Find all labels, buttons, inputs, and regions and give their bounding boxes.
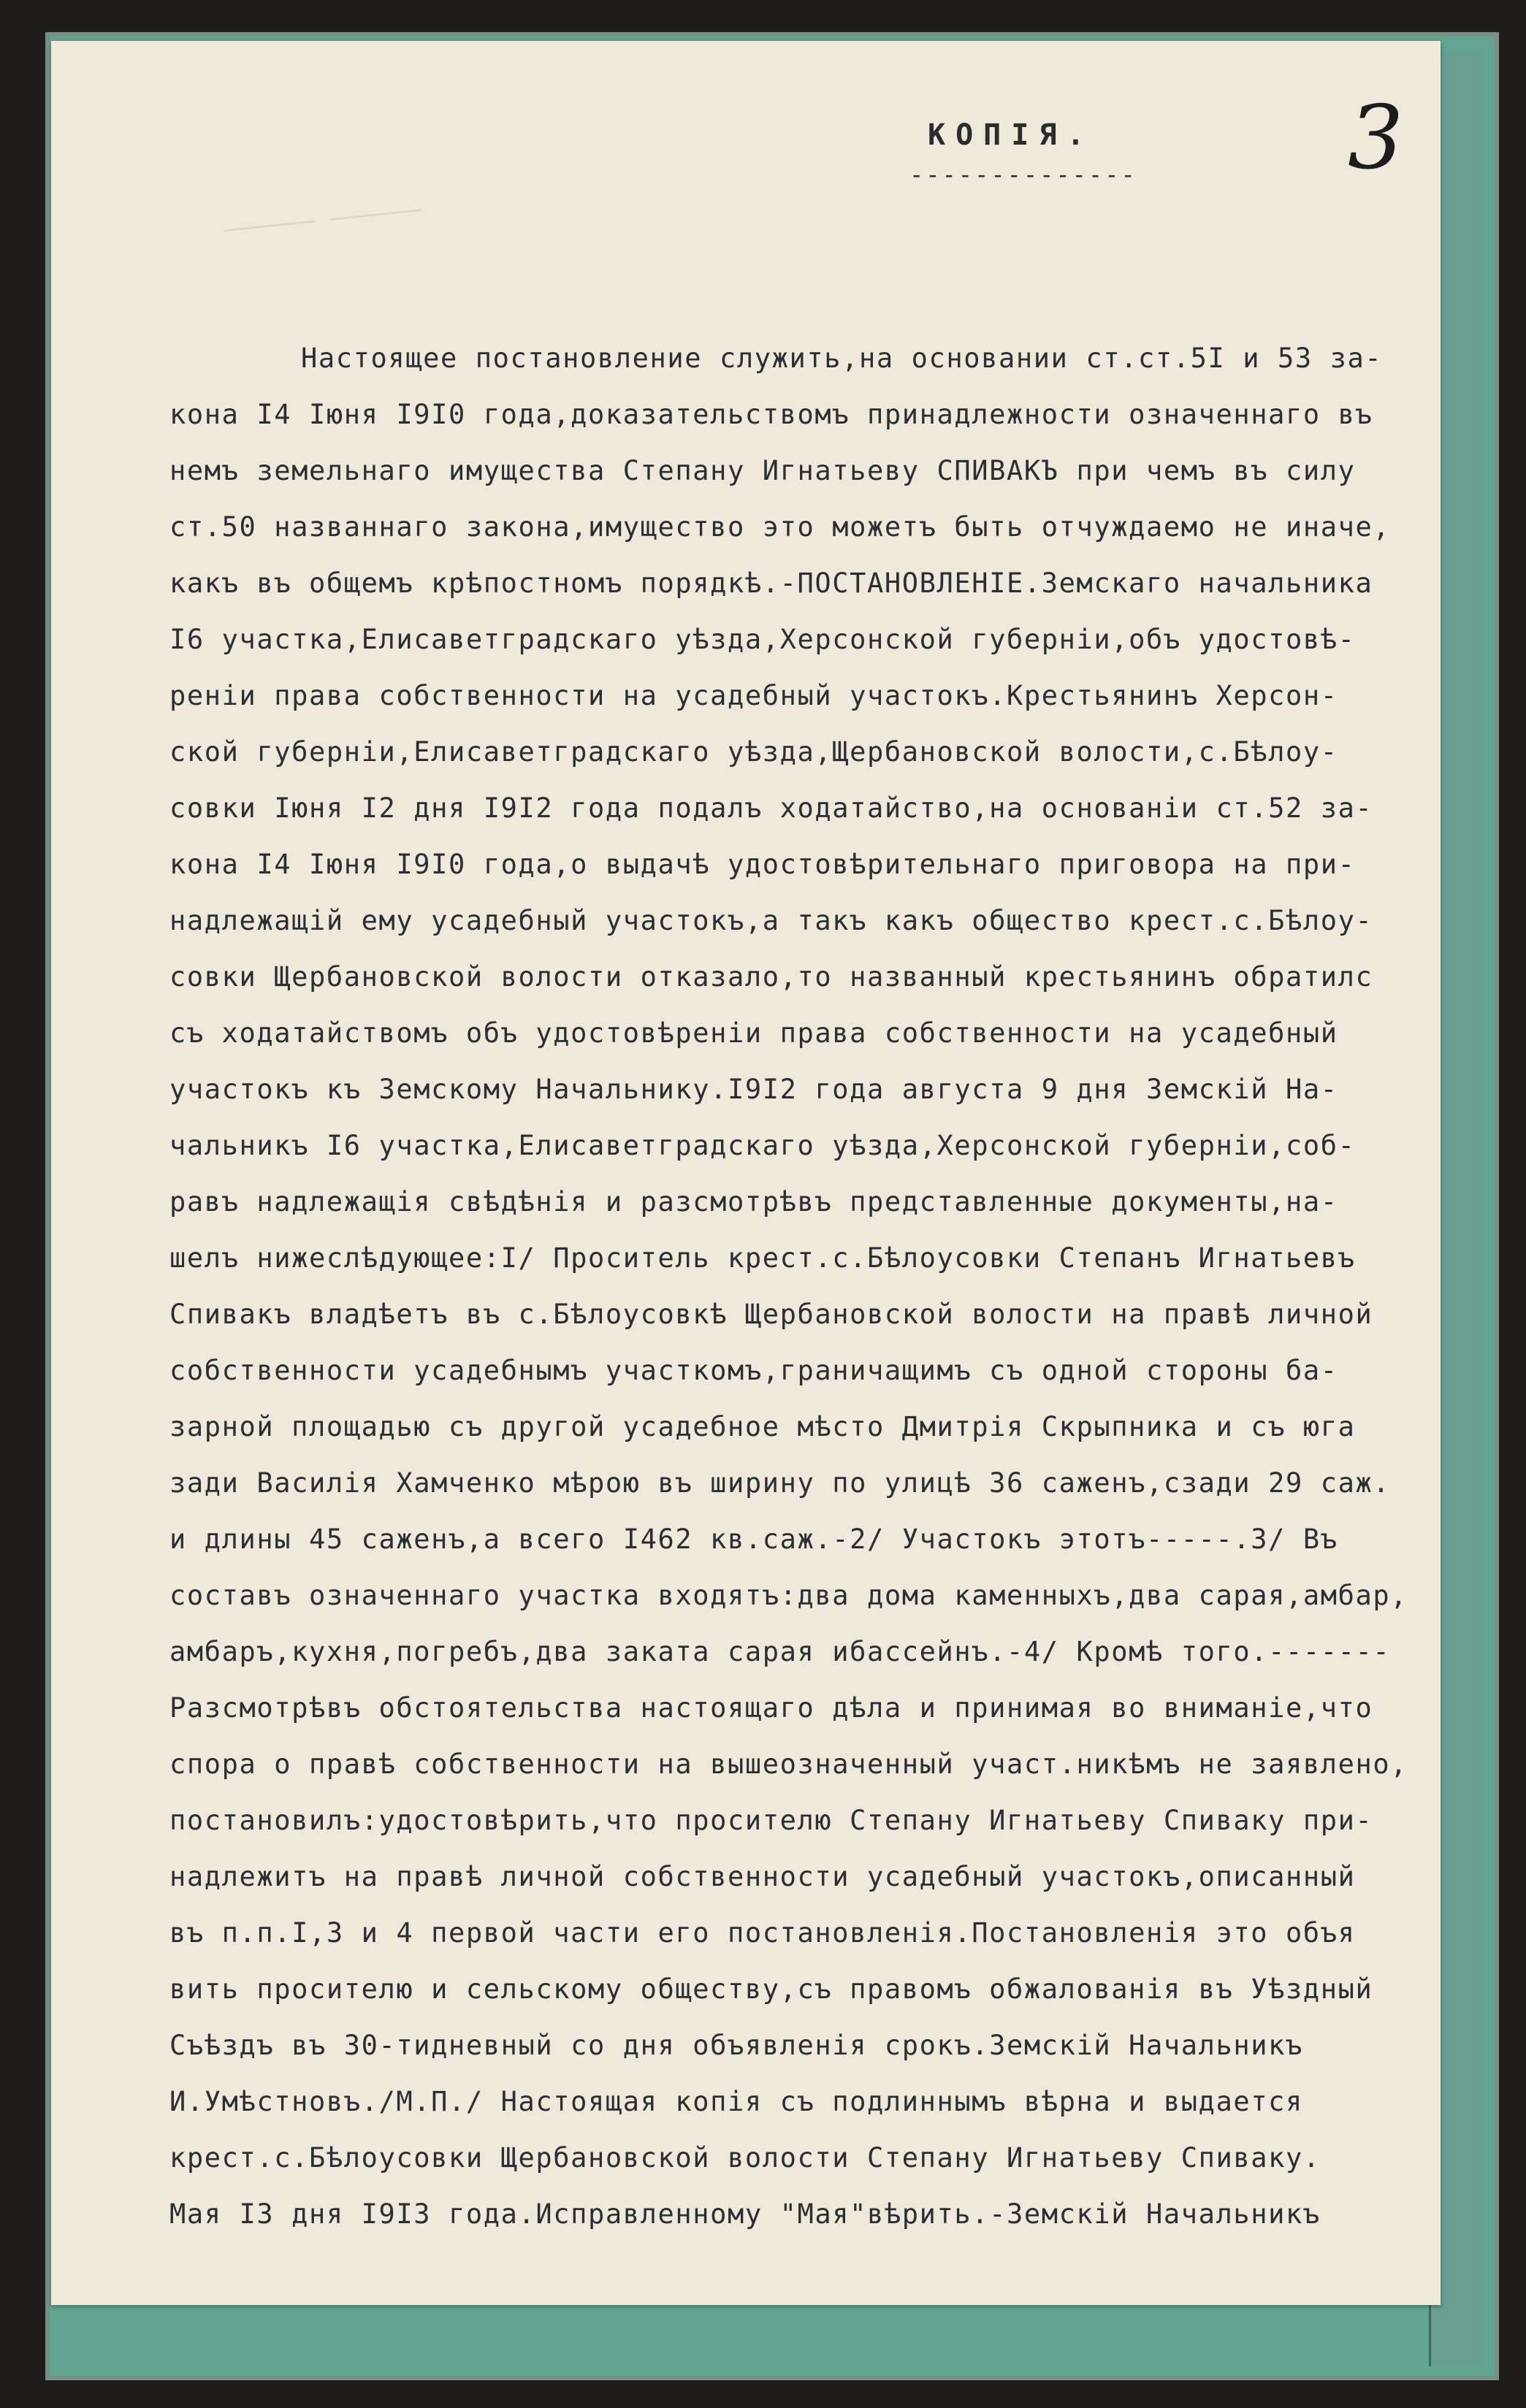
body-line: крест.с.Бѣлоусовки Щербановской волости Степану Игнатьеву Спиваку. xyxy=(169,2142,1321,2174)
body-line: ст.50 названнаго закона,имущество это можетъ быть отчуждаемо не иначе, xyxy=(169,511,1391,543)
body-line: амбаръ,кухня,погребъ,два заката сарая ибассейнъ.-4/ Кромѣ того.------- xyxy=(169,1636,1391,1667)
body-line: участокъ къ Земскому Начальнику.I9I2 года августа 9 дня Земскій На- xyxy=(169,1074,1338,1105)
body-line: ской губерніи,Елисаветградскаго уѣзда,Щербановской волости,с.Бѣлоу- xyxy=(169,736,1338,768)
body-line: шелъ нижеслѣдующее:I/ Проситель крест.с.Бѣлоусовки Степанъ Игнатьевъ xyxy=(169,1242,1356,1274)
body-line: Мая I3 дня I9I3 года.Исправленному "Мая"вѣрить.-Земскій Начальникъ xyxy=(169,2198,1321,2230)
body-line: чальникъ I6 участка,Елисаветградскаго уѣзда,Херсонской губерніи,соб- xyxy=(169,1130,1356,1161)
body-line: Спивакъ владѣетъ въ с.Бѣлоусовкѣ Щербановской волости на правѣ личной xyxy=(169,1299,1373,1330)
body-line: Разсмотрѣвъ обстоятельства настоящаго дѣла и принимая во вниманіе,что xyxy=(169,1692,1373,1724)
body-line: кона I4 Іюня I9I0 года,о выдачѣ удостовѣрительнаго приговора на при- xyxy=(169,849,1356,880)
body-line: равъ надлежащія свѣдѣнія и разсмотрѣвъ представленные документы,на- xyxy=(169,1186,1338,1218)
body-line: собственности усадебнымъ участкомъ,граничащимъ съ одной стороны ба- xyxy=(169,1355,1338,1386)
body-line: И.Умѣстновъ./М.П./ Настоящая копія съ подлиннымъ вѣрна и выдается xyxy=(169,2086,1303,2117)
body-line: надлежащій ему усадебный участокъ,а такъ какъ общество крест.с.Бѣлоу- xyxy=(169,905,1373,936)
body-line: I6 участка,Елисаветградскаго уѣзда,Херсонской губерніи,объ удостовѣ- xyxy=(169,624,1356,655)
body-line: составъ означеннаго участка входятъ:два дома каменныхъ,два сарая,амбар, xyxy=(169,1580,1408,1611)
title-underline: -------------- xyxy=(909,161,1137,188)
body-line: совки Іюня I2 дня I9I2 года подалъ ходатайство,на основаніи ст.52 за- xyxy=(169,792,1373,824)
body-line: и длины 45 саженъ,а всего I462 кв.саж.-2/ Участокъ этотъ-----.3/ Въ xyxy=(169,1524,1338,1555)
body-line: зади Василія Хамченко мѣрою въ ширину по улицѣ 36 саженъ,сзади 29 саж. xyxy=(169,1467,1391,1499)
body-line: совки Щербановской волости отказало,то названный крестьянинъ обратилс xyxy=(169,961,1373,993)
body-line: реніи права собственности на усадебный участокъ.Крестьянинъ Херсон- xyxy=(169,680,1338,711)
faded-handwritten-note: ⸻ ⸻ xyxy=(218,186,423,251)
handwritten-page-number: 3 xyxy=(1348,88,1404,189)
body-line: спора о правѣ собственности на вышеозначенный участ.никѣмъ не заявлено, xyxy=(169,1748,1408,1780)
body-line: надлежитъ на правѣ личной собственности усадебный участокъ,описанный xyxy=(169,1861,1356,1892)
body-line: немъ земельнаго имущества Степану Игнатьеву СПИВАКЪ при чемъ въ силу xyxy=(169,455,1356,486)
body-line: какъ въ общемъ крѣпостномъ порядкѣ.-ПОСТАНОВЛЕНІЕ.Земскаго начальника xyxy=(169,567,1373,599)
body-line: кона I4 Іюня I9I0 года,доказательствомъ принадлежности означеннаго въ xyxy=(169,399,1373,430)
body-line: вить просителю и сельскому обществу,съ правомъ обжалованія въ Уѣздный xyxy=(169,1973,1373,2005)
document-title: КОПІЯ. xyxy=(928,118,1095,152)
body-line: Съѣздъ въ 30-тидневный со дня объявленія срокъ.Земскій Начальникъ xyxy=(169,2030,1303,2061)
body-line: зарной площадью съ другой усадебное мѣсто Дмитрія Скрыпника и съ юга xyxy=(169,1411,1356,1442)
body-line: постановилъ:удостовѣрить,что просителю Степану Игнатьеву Спиваку при- xyxy=(169,1805,1373,1836)
body-line: Настоящее постановление служить,на основании ст.ст.5I и 53 за- xyxy=(301,343,1383,374)
body-line: въ п.п.I,3 и 4 первой части его постановленія.Постановленія это объя xyxy=(169,1917,1356,1949)
body-line: съ ходатайствомъ объ удостовѣреніи права собственности на усадебный xyxy=(169,1017,1338,1049)
document-body xyxy=(169,330,1455,2242)
